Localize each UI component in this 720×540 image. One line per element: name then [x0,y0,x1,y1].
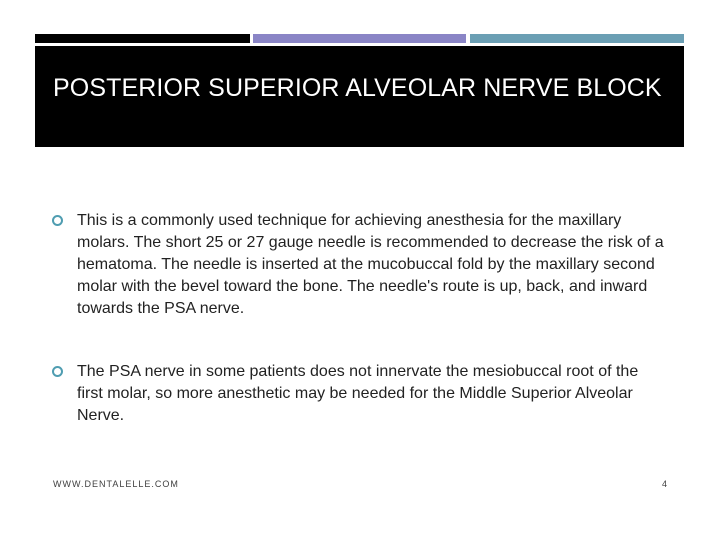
bullet-item [52,210,667,320]
bullet-list [52,210,667,427]
circle-bullet-icon [52,366,63,377]
bullet-text: The PSA nerve in some patients does not innervate the mesiobuccal root of the first molar, so more anesthetic may be needed for the Middle Superior Alveolar Nerve. [77,363,639,424]
circle-bullet-icon [52,215,63,226]
accent-bar-teal [470,34,684,43]
footer-url: WWW.DENTALELLE.COM [53,479,179,489]
slide-title: POSTERIOR SUPERIOR ALVEOLAR NERVE BLOCK [53,74,662,102]
accent-bar-black [35,34,250,43]
bullet-text: This is a commonly used technique for achieving anesthesia for the maxillary molars. The short 25 or 27 gauge needle is recommended to decrease the risk of a hematoma. The needle is inserted at the mucobuccal fold by the maxillary second molar with the bevel toward the bone. The needle's route is up, back, and inward towards the PSA nerve. [77,212,664,317]
bullet-item [52,361,667,427]
page-number: 4 [661,479,667,489]
title-banner [35,46,684,147]
accent-bar-purple [253,34,466,43]
